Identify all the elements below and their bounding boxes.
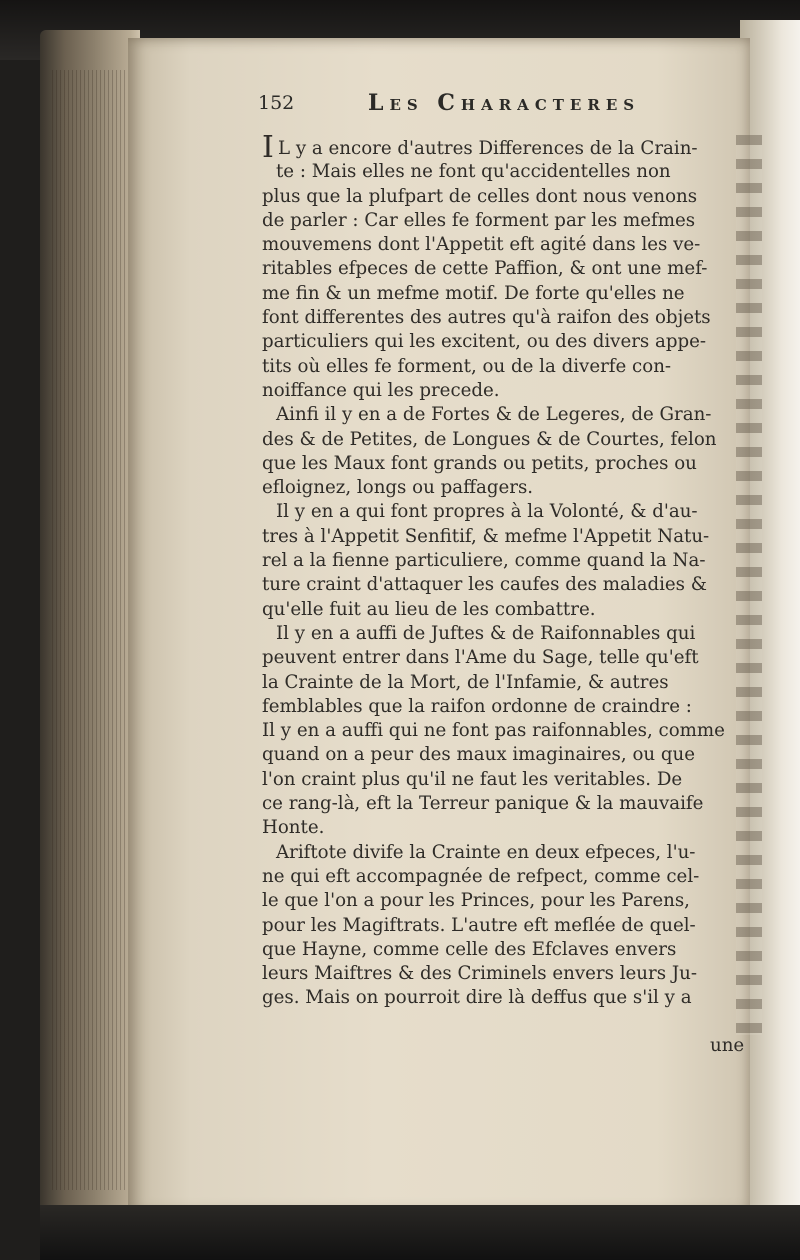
text-line: font differentes des autres qu'à raifon des objets	[262, 307, 711, 329]
body-text	[262, 130, 740, 1011]
text-line: noiffance qui les precede.	[262, 379, 500, 401]
text-line: mouvemens dont l'Appetit eft agité dans les ve-	[262, 234, 701, 256]
text-line: ne qui eft accompagnée de refpect, comme cel-	[262, 865, 700, 887]
text-line: te : Mais elles ne font qu'accidentelles non	[276, 161, 671, 183]
running-title: Les Characteres	[368, 90, 641, 116]
text-line: rel a la fienne particuliere, comme quand la Na-	[262, 550, 706, 572]
text-line: ritables efpeces de cette Paffion, & ont une mef-	[262, 258, 708, 280]
text-line: efloignez, longs ou paffagers.	[262, 477, 534, 499]
drop-cap: I	[262, 130, 274, 165]
text-line: peuvent entrer dans l'Ame du Sage, telle qu'eft	[262, 647, 699, 669]
text-line: Ariftote divife la Crainte en deux efpeces, l'u-	[276, 841, 696, 863]
text-line: femblables que la raifon ordonne de craindre :	[262, 695, 692, 717]
text-line: de parler : Car elles fe forment par les mefmes	[262, 209, 696, 231]
text-line: I L y a encore d'autres Differences de la Crain-	[262, 130, 698, 165]
background-bottom	[40, 1205, 800, 1260]
catchword: une	[710, 1035, 745, 1056]
text-line: que les Maux font grands ou petits, proches ou	[262, 452, 697, 474]
text-line: particuliers qui les excitent, ou des divers appe-	[262, 331, 707, 353]
text-line: la Crainte de la Mort, de l'Infamie, & autres	[262, 671, 669, 693]
text-line: pour les Magiftrats. L'autre eft meflée de quel-	[262, 914, 696, 936]
text-line: ce rang-là, eft la Terreur panique & la mauvaife	[262, 793, 704, 815]
text-line: le que l'on a pour les Princes, pour les Parens,	[262, 890, 690, 912]
text-line: qu'elle fuit au lieu de les combattre.	[262, 598, 596, 620]
text-line: ture craint d'attaquer les caufes des maladies &	[262, 574, 707, 596]
text-line: des & de Petites, de Longues & de Courtes, felon	[262, 428, 717, 450]
text-line: Il y en a auffi de Juftes & de Raifonnables qui	[276, 622, 696, 644]
text-line: ges. Mais on pourroit dire là deffus que s'il y a	[262, 987, 692, 1009]
page-number: 152	[258, 92, 295, 114]
page-header	[258, 92, 698, 122]
text-line: Il y en a qui font propres à la Volonté, & d'au-	[276, 501, 698, 523]
text-line: plus que la plufpart de celles dont nous venons	[262, 185, 698, 207]
text-line: quand on a peur des maux imaginaires, ou que	[262, 744, 696, 766]
book-page-edges-left	[40, 30, 140, 1230]
text-line: Il y en a auffi qui ne font pas raifonnables, comme	[262, 720, 725, 742]
text-line: Honte.	[262, 817, 325, 839]
text-line: tres à l'Appetit Senfitif, & mefme l'Appetit Natu-	[262, 525, 710, 547]
text-line: tits où elles fe forment, ou de la diverfe con-	[262, 355, 672, 377]
text-line: l'on craint plus qu'il ne faut les veritables. De	[262, 768, 683, 790]
text-line: que Hayne, comme celle des Efclaves envers	[262, 938, 677, 960]
text-line: Ainfi il y en a de Fortes & de Legeres, de Gran-	[276, 404, 712, 426]
text-line: me fin & un mefme motif. De forte qu'elles ne	[262, 282, 685, 304]
text-line: leurs Maiftres & des Criminels envers leurs Ju-	[262, 963, 697, 985]
